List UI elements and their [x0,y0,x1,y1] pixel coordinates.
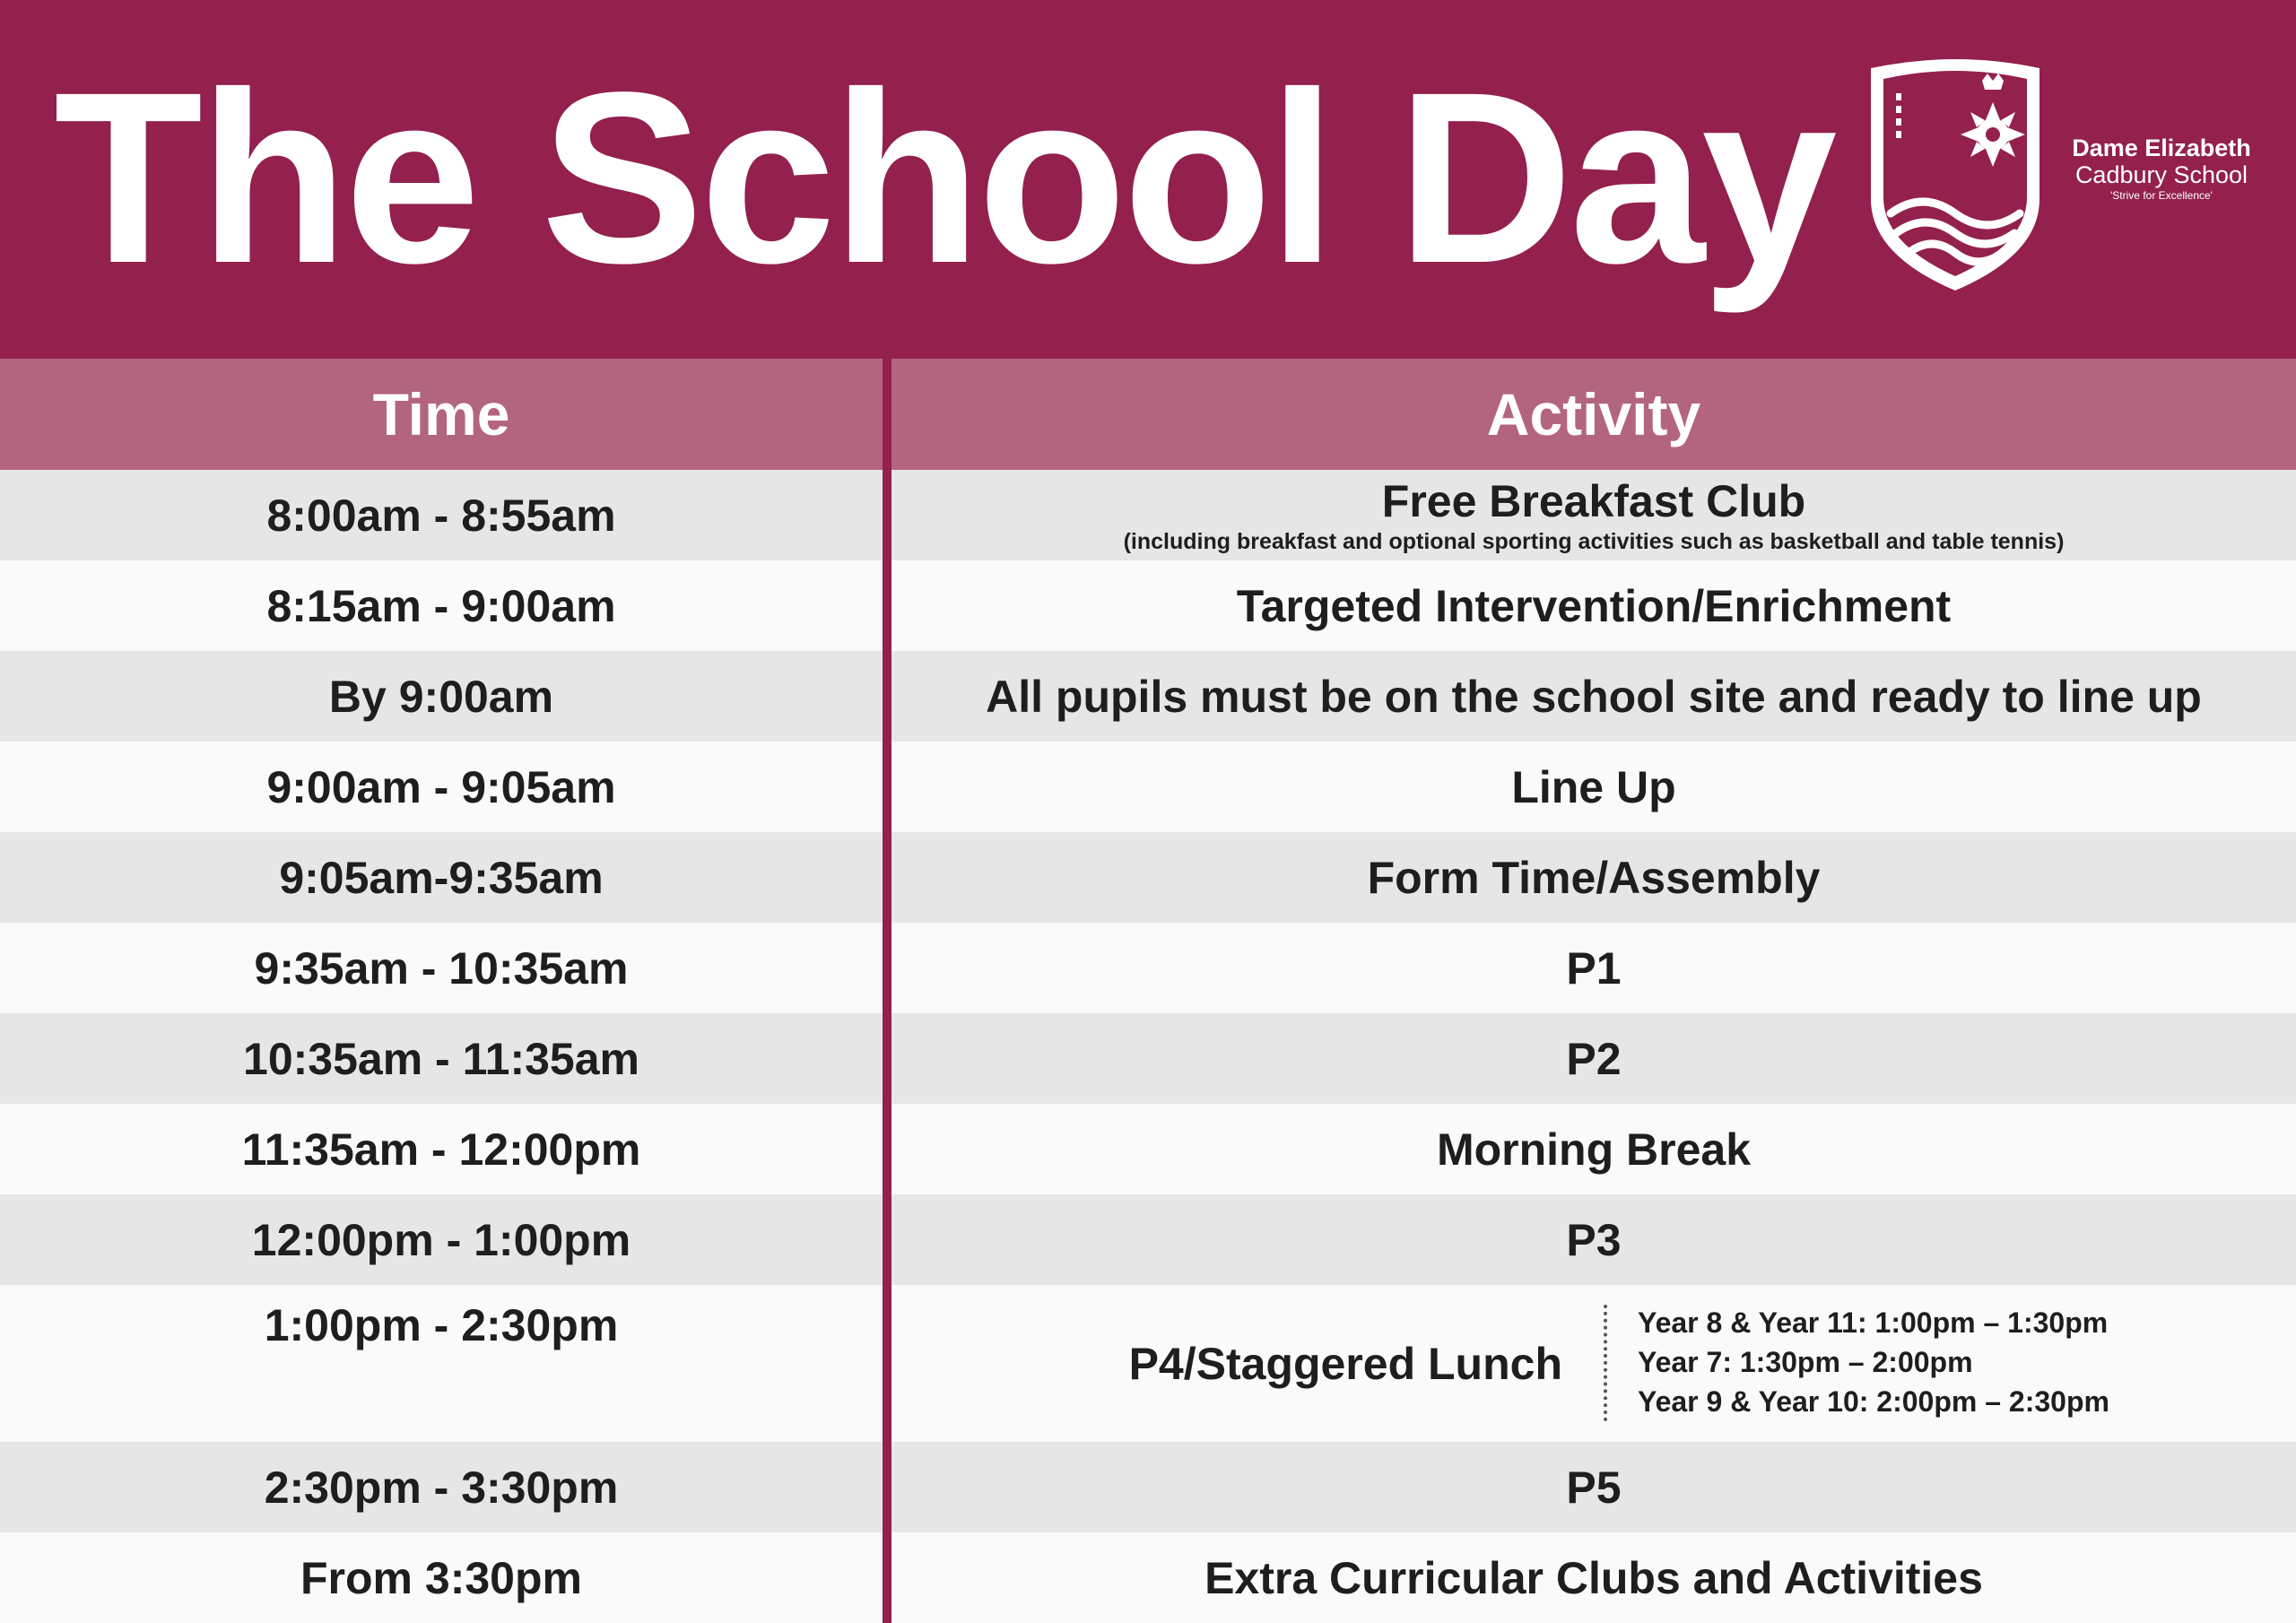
time-cell: 8:00am - 8:55am [266,490,616,541]
activity-cell [891,470,2296,560]
table-row [0,1442,2296,1532]
table-row [0,1285,2296,1442]
activity-cell: Line Up [1511,761,1676,812]
logo-school-name-1: Dame Elizabeth [2072,135,2251,161]
table-row [0,1104,2296,1194]
lunch-slot: Year 7: 1:30pm – 2:00pm [1638,1346,1973,1378]
school-logo [1857,56,2251,307]
activity-cell: Extra Curricular Clubs and Activities [1205,1552,1983,1603]
table-row [0,1013,2296,1104]
time-cell: 2:30pm - 3:30pm [264,1462,619,1513]
time-cell: 9:35am - 10:35am [254,942,629,994]
activity-label: P4/Staggered Lunch [1128,1338,1562,1389]
table-row [0,832,2296,923]
school-crest-icon [1866,56,2045,296]
header-banner [0,0,2296,359]
table-row [0,470,2296,560]
column-divider [883,359,891,1623]
time-cell: From 3:30pm [300,1552,582,1603]
dotted-divider [1604,1305,1607,1421]
time-cell: 8:15am - 9:00am [266,580,616,631]
column-header-time: Time [372,381,510,447]
lunch-slot: Year 8 & Year 11: 1:00pm – 1:30pm [1638,1306,2109,1339]
table-row [0,1194,2296,1285]
activity-cell: P5 [1566,1462,1622,1513]
table-row [0,923,2296,1013]
logo-text [2054,135,2269,203]
table-row [0,1532,2296,1623]
lunch-slot: Year 9 & Year 10: 2:00pm – 2:30pm [1638,1385,2109,1418]
activity-cell [891,1285,2296,1442]
schedule-table [0,470,2296,1623]
activity-cell: P1 [1566,942,1622,994]
activity-cell: P2 [1566,1033,1622,1084]
column-header-activity: Activity [1486,381,1701,447]
activity-cell: P3 [1566,1214,1622,1265]
time-cell: 11:35am - 12:00pm [241,1124,641,1175]
activity-cell: Form Time/Assembly [1367,852,1821,903]
lunch-schedule [1638,1303,2109,1421]
logo-school-name-2: Cadbury School [2074,161,2248,188]
time-cell: 10:35am - 11:35am [243,1033,639,1084]
activity-note: (including breakfast and optional sporting activities such as basketball and table tennis) [1123,529,2065,554]
table-row [0,742,2296,832]
activity-cell: Targeted Intervention/Enrichment [1236,580,1952,631]
time-cell: 12:00pm - 1:00pm [251,1214,631,1265]
time-cell: 1:00pm - 2:30pm [264,1300,619,1350]
activity-cell: All pupils must be on the school site and ready to line up [986,671,2202,722]
activity-label: Free Breakfast Club [1381,476,1806,526]
table-header [0,359,2296,470]
time-cell: 9:00am - 9:05am [266,761,616,812]
page-title: The School Day [54,41,1834,314]
activity-cell: Morning Break [1436,1124,1752,1175]
logo-motto: 'Strive for Excellence' [2110,189,2213,202]
table-row [0,651,2296,742]
table-row [0,560,2296,651]
time-cell: By 9:00am [328,671,554,722]
time-cell: 9:05am-9:35am [279,852,604,903]
